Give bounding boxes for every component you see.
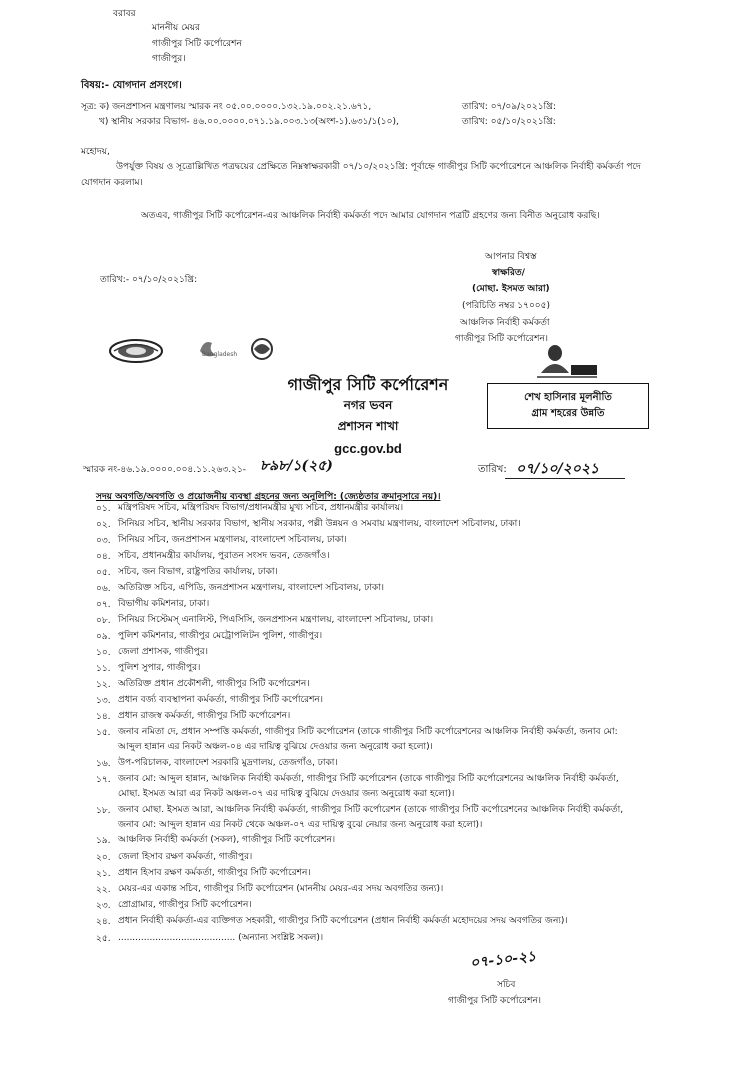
recipient-text: প্রধান হিসাব রক্ষণ কর্মকর্তা, গাজীপুর সিটি কর্পোরেশন। [118,868,311,878]
website: gcc.gov.bd [334,441,402,456]
closing: আপনার বিশ্বস্ত [485,252,537,262]
recipient-text: পুলিশ কমিশনার, গাজীপুর মেট্রোপলিটন পুলিশ, গাজীপুর। [118,631,323,641]
recipient-number: ০৭. [96,600,111,610]
recipient-number: ০৯. [96,632,111,642]
recipient-text: উপ-পরিচালক, বাংলাদেশ সরকারি মুদ্রণালয়, তেজগাঁও, ঢাকা। [118,758,338,768]
signer-org: গাজীপুর সিটি কর্পোরেশন। [455,334,549,344]
copy-heading: সদয় অবগতি/অবগতি ও প্রয়োজনীয় ব্যবস্থা গ্রহনের জন্য অনুলিপি: (জ্যেষ্ঠতার ক্রমানুসারে নয়)। [96,492,441,502]
recipient-text: আঞ্চলিক নির্বাহী কর্মকর্তা (সকল), গাজীপুর সিটি কর্পোরেশন। [118,835,336,845]
recipient-number: ২৪. [96,917,111,927]
body-paragraph-2: অতএব, গাজীপুর সিটি কর্পোরেশন-এর আঞ্চলিক নির্বাহী কর্মকর্তা পদে আমার যোগদান পত্রটি গ্রহণের জন্য বিনীত অনুরোধ করছি। [141,211,600,221]
footer-signature-handwritten: ০৭-১০-২১ [469,948,537,972]
recipient-number: ১৮. [96,806,111,816]
signed-mark: স্বাক্ষরিত/ [492,268,525,278]
addressee-line2: গাজীপুর সিটি কর্পোরেশন [152,39,242,49]
recipient-number: ০৮. [96,616,111,626]
building-name: নগর ভবন [343,398,393,412]
addressee-to: বরাবর [113,9,136,19]
recipient-number: ১৭. [96,775,111,785]
recipient-number: ০১. [96,504,111,514]
recipient-text: প্রধান রাজস্ব কর্মকর্তা, গাজীপুর সিটি কর্পোরেশন। [118,711,291,721]
footer-org: গাজীপুর সিটি কর্পোরেশন। [448,996,542,1006]
recipient-number: ০২. [96,520,111,530]
recipient-text: মন্ত্রিপরিষদ সচিব, মন্ত্রিপরিষদ বিভাগ/প্রধানমন্ত্রীর মুখ্য সচিব, প্রধানমন্ত্রীর কার্যালয়। [118,503,404,513]
motto-box [487,383,649,429]
memo-date-handwritten: ০৭/১০/২০২১ [516,461,600,477]
recipient-text: পুলিশ সুপার, গাজীপুর। [118,663,201,673]
recipient-number: ১৪. [96,712,111,722]
footer-title: সচিব [497,980,516,990]
recipient-text: ......................................... (অন্যান্য সংশ্লিষ্ট সকল)। [118,933,324,943]
body-paragraph-1: উপর্যুক্ত বিষয় ও সূত্রোল্লিখিত পত্রদ্বয়ের প্রেক্ষিতে নিম্নস্বাক্ষরকারী ০৭/১০/২০২১খ্রি: পূর্বাহ্নে গাজীপুর সিটি কর্পোরেশনে আঞ্চলিক নির্বাহী কর্মকর্তা পদে যোগদান করলাম। [81,162,641,188]
branch-name: প্রশাসন শাখা [337,419,399,433]
addressee-line3: গাজীপুর। [152,54,186,64]
signer-name: (মোছা. ইসমত আরা) [472,284,550,294]
recipient-text: বিভাগীয় কমিশনার, ঢাকা। [118,599,210,609]
recipient-number: ২১. [96,869,111,879]
recipient-number: ২২. [96,885,111,895]
digital-bangladesh-logo [198,333,278,365]
motto-line-1: শেখ হাসিনার মূলনীতি [524,392,612,403]
memo-date-label: তারিখ: [478,464,507,475]
greeting: মহোদয়, [81,147,110,157]
reference-2: খ) স্থানীয় সরকার বিভাগ- ৪৬.০০.০০০০.০৭১.১৯.০০৩.১৩(অংশ-১).৬৩১/১(১০), [99,117,399,127]
recipient-text: অতিরিক্ত সচিব, এপিডি, জনপ্রশাসন মন্ত্রণালয়, বাংলাদেশ সচিবালয়, ঢাকা। [118,583,384,593]
reference-2-date: তারিখ: ০৫/১০/২০২১খ্রি: [462,117,556,127]
logo-caption: Bangladesh [202,351,238,358]
recipient-number: ১৫. [96,728,111,738]
recipient-text: জেলা প্রশাসক, গাজীপুর। [118,647,208,657]
recipient-text: প্রোগ্রামার, গাজীপুর সিটি কর্পোরেশন। [118,900,252,910]
recipient-text: সচিব, জন বিভাগ, রাষ্ট্রপতির কার্যালয়, ঢাকা। [118,567,278,577]
letter-subject: বিষয়:- যোগদান প্রসংগে। [81,80,182,91]
org-title: গাজীপুর সিটি কর্পোরেশন [287,375,449,394]
signer-designation: আঞ্চলিক নির্বাহী কর্মকর্তা [460,318,550,328]
recipient-number: ১৩. [96,696,111,706]
city-corporation-seal-logo [108,338,164,364]
recipient-number: ১০. [96,648,111,658]
recipient-number: ১১. [96,664,111,674]
recipient-number: ১৯. [96,836,111,846]
recipient-number: ০৪. [96,552,111,562]
recipient-text: অতিরিক্ত প্রধান প্রকৌশলী, গাজীপুর সিটি কর্পোরেশন। [118,679,310,689]
recipient-text: জনাব মোছা. ইসমত আরা, আঞ্চলিক নির্বাহী কর্মকর্তা, গাজীপুর সিটি কর্পোরেশন (তাকে গাজীপুর সিটি কর্পোরেশনের আঞ্চলিক নির্বাহী কর্মকর্তা, জনাব মো: আব্দুল হান্নান এর নিকট থেকে অঞ্চল-০৭ এর দায়িত্ব বুঝে নেয়ার জন্য অনুরোধ করা হলো)। [118,805,624,830]
recipient-text: সচিব, প্রধানমন্ত্রীর কার্যালয়, পুরাতন সংসদ ভবন, তেজগাঁও। [118,551,330,561]
recipient-text: জনাব নমিতা দে, প্রধান সম্পত্তি কর্মকর্তা, গাজীপুর সিটি কর্পোরেশন (তাকে গাজীপুর সিটি কর্পোরেশনের আঞ্চলিক নির্বাহী কর্মকর্তা, জনাব মো: আব্দুল হান্নান এর নিকট অঞ্চল-০৪ এর দায়িত্ব বুঝিয়ে দেওয়ার জন্য অনুরোধ করা হলো)। [118,727,618,752]
recipient-number: ১৬. [96,759,111,769]
recipient-number: ০৫. [96,568,111,578]
memo-number-handwritten: ৮৯৮/১(২৫) [260,458,333,474]
reference-1: সূত্র: ক) জনপ্রশাসন মন্ত্রণালয় স্মারক নং ০৫.০০.০০০০.১৩২.১৯.০০২.২১.৬৭১, [81,102,372,112]
signer-id: (পরিচিতি নম্বর ১৭০০৫) [462,301,550,311]
memo-number: স্মারক নং-৪৬.১৯.০০০০.০০৪.১১.২৬৩.২১- [83,465,247,475]
recipient-number: ২৩. [96,901,111,911]
recipient-number: ২০. [96,853,111,863]
recipient-number: ০৬. [96,584,111,594]
recipient-text: মেয়র-এর একান্ত সচিব, গাজীপুর সিটি কর্পোরেশন (মাননীয় মেয়র-এর সদয় অবগতির জন্য)। [118,884,444,894]
recipient-text: জেলা হিসাব রক্ষণ কর্মকর্তা, গাজীপুর। [118,852,253,862]
recipient-text: সিনিয়র সচিব, জনপ্রশাসন মন্ত্রণালয়, বাংলাদেশ সচিবালয়, ঢাকা। [118,535,347,545]
reference-1-date: তারিখ: ০৭/০৯/২০২১খ্রি: [462,102,556,112]
recipient-text: প্রধান বর্জ্য ব্যবস্থাপনা কর্মকর্তা, গাজীপুর সিটি কর্পোরেশন। [118,695,323,705]
recipient-number: ২৫. [96,934,111,944]
recipient-text: প্রধান নির্বাহী কর্মকর্তা-এর ব্যক্তিগত সহকারী, গাজীপুর সিটি কর্পোরেশন (প্রধান নির্বাহী কর্মকর্তা মহোদয়ের সদয় অবগতির জন্য)। [118,916,568,926]
recipient-text: জনাব মো: আব্দুল হান্নান, আঞ্চলিক নির্বাহী কর্মকর্তা, গাজীপুর সিটি কর্পোরেশন (তাকে গাজীপুর সিটি কর্পোরেশনের আঞ্চলিক নির্বাহী কর্মকর্তা, মোছা. ইসমত আরা এর নিকট অঞ্চল-০৭ এর দায়িত্ব বুঝিয়ে দেওয়ার জন্য অনুরোধ করা হলো)। [118,774,619,799]
recipient-text: সিনিয়র সচিব, স্থানীয় সরকার বিভাগ, স্থানীয় সরকার, পল্লী উন্নয়ন ও সমবায় মন্ত্রণালয়, বাংলাদেশ সচিবালয়, ঢাকা। [118,519,521,529]
recipient-number: ০৩. [96,536,111,546]
letter-date: তারিখ:- ০৭/১০/২০২১খ্রি: [100,275,198,285]
addressee-line1: মাননীয় মেয়র [152,23,200,33]
recipient-number: ১২. [96,680,111,690]
memo-date-underline [505,478,625,479]
motto-line-2: গ্রাম শহরের উন্নতি [531,408,605,419]
recipient-text: সিনিয়র সিস্টেমস্ এনালিস্ট, পিএসিসি, জনপ্রশাসন মন্ত্রণালয়, বাংলাদেশ সচিবালয়, ঢাকা। [118,615,434,625]
